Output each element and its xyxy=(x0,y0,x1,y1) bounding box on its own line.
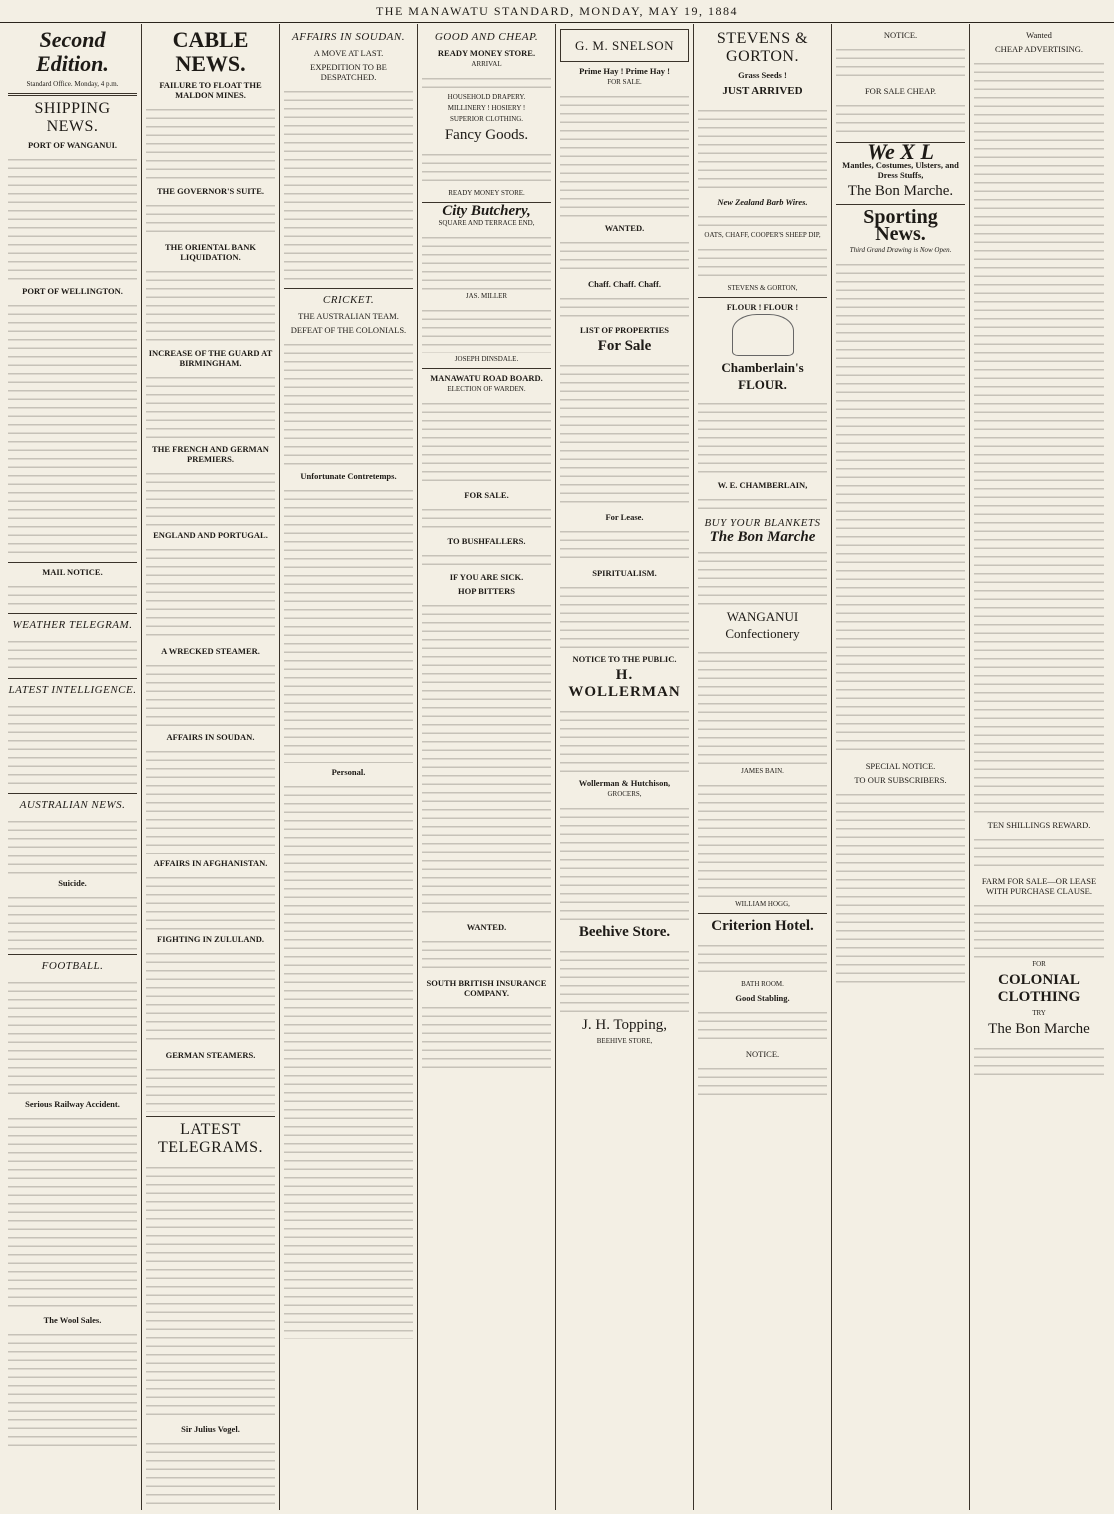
section-heading: A MOVE AT LAST. xyxy=(313,48,384,58)
column-8: Wanted CHEAP ADVERTISING. TEN SHILLINGS REWARD. FARM FOR SALE—OR LEASE WITH PURCHASE CLAUSE. FOR COLONIAL CLOTHING TRY The Bon Marche xyxy=(970,24,1108,1510)
column-title: NOTICE. xyxy=(883,30,918,40)
section-heading: Serious Railway Accident. xyxy=(25,1099,120,1109)
section-heading: FAILURE TO FLOAT THE MALDON MINES. xyxy=(159,80,262,100)
section-heading: GERMAN STEAMERS. xyxy=(165,1050,256,1060)
section-heading: Personal. xyxy=(331,767,366,777)
section-heading: Suicide. xyxy=(58,878,87,888)
section-heading: PORT OF WANGANUI. xyxy=(27,140,118,150)
section-heading: SHIPPING NEWS. xyxy=(34,100,111,135)
column-5: G. M. SNELSON Prime Hay ! Prime Hay ! FOR SALE. WANTED. Chaff. Chaff. Chaff. LIST OF PROPERTIES For Sale For Lease. SPIRITUALISM. NOTICE TO THE PUBLIC. H. WOLLERMAN Wollerman & Hutchison, GROCERS, Beehive Store. J. H. Topping, BEEHIVE STORE, xyxy=(556,24,694,1510)
column-7: NOTICE. FOR SALE CHEAP. We X L Mantles, Costumes, Ulsters, and Dress Stuffs, The Bon Marche. Sporting News. Third Grand Drawing is Now Open. SPECIAL NOTICE. TO OUR SUBSCRIBERS. xyxy=(832,24,970,1510)
column-4: GOOD AND CHEAP. READY MONEY STORE. ARRIVAL HOUSEHOLD DRAPERY. MILLINERY ! HOSIERY ! SUPERIOR CLOTHING. Fancy Goods. READY MONEY STORE. City Butchery, SQUARE AND TERRACE END, JAS. MILLER JOSEPH DINSDALE. MANAWATU ROAD BOARD. ELECTION OF WARDEN. FOR SALE. TO BUSHFALLERS. IF YOU ARE SICK. HOP BITTERS WANTED. SOUTH BRITISH INSURANCE COMPANY. xyxy=(418,24,556,1510)
section-heading: PORT OF WELLINGTON. xyxy=(22,286,123,296)
section-heading: INCREASE OF THE GUARD AT BIRMINGHAM. xyxy=(148,348,273,368)
column-title: CABLE NEWS. xyxy=(172,27,249,76)
section-heading: CRICKET. xyxy=(322,294,375,306)
section-heading: WEATHER TELEGRAM. xyxy=(12,619,133,631)
section-heading: FOOTBALL. xyxy=(41,960,104,972)
section-heading: LATEST INTELLIGENCE. xyxy=(8,684,137,696)
flour-sack-image xyxy=(732,314,794,356)
section-heading: Sir Julius Vogel. xyxy=(181,1424,240,1434)
section-heading: AFFAIRS IN SOUDAN. xyxy=(166,732,255,742)
newspaper-page xyxy=(4,24,1110,1510)
section-heading: ENGLAND AND PORTUGAL. xyxy=(153,530,268,540)
section-heading: AUSTRALIAN NEWS. xyxy=(19,799,126,811)
section-heading: THE GOVERNOR'S SUITE. xyxy=(157,186,264,196)
column-title: STEVENS & GORTON. xyxy=(716,30,809,65)
column-title: AFFAIRS IN SOUDAN. xyxy=(292,31,405,43)
section-heading: THE FRENCH AND GERMAN PREMIERS. xyxy=(152,444,269,464)
column-title: GOOD AND CHEAP. xyxy=(434,31,539,43)
section-heading: FIGHTING IN ZULULAND. xyxy=(157,934,264,944)
column-title: Second Edition. xyxy=(36,27,109,76)
column-title: Wanted xyxy=(1026,30,1052,40)
column-3 xyxy=(280,24,418,1510)
column-title: G. M. SNELSON xyxy=(575,38,674,53)
section-heading: Unfortunate Contretemps. xyxy=(300,471,397,481)
column-2 xyxy=(142,24,280,1510)
section-heading: THE AUSTRALIAN TEAM. xyxy=(298,311,399,321)
section-heading: DEFEAT OF THE COLONIALS. xyxy=(290,325,407,335)
column-subtitle: Standard Office. Monday, 4 p.m. xyxy=(26,80,119,88)
section-heading: AFFAIRS IN AFGHANISTAN. xyxy=(153,858,268,868)
section-heading: The Wool Sales. xyxy=(43,1315,102,1325)
masthead: THE MANAWATU STANDARD, MONDAY, MAY 19, 1884 xyxy=(0,0,1114,23)
section-heading: READY MONEY STORE. xyxy=(437,48,536,58)
section-heading: MAIL NOTICE. xyxy=(42,567,103,577)
column-1 xyxy=(4,24,142,1510)
section-heading: A WRECKED STEAMER. xyxy=(161,646,260,656)
column-6: STEVENS & GORTON. Grass Seeds ! JUST ARRIVED New Zealand Barb Wires. OATS, CHAFF, COOPER'S SHEEP DIP, STEVENS & GORTON, FLOUR ! FLOUR ! Chamberlain's FLOUR. W. E. CHAMBERLAIN, BUY YOUR BLANKETS The Bon Marche WANGANUI Confectionery JAMES BAIN. WILLIAM HOGG, Criterion Hotel. BATH ROOM. Good Stabling. NOTICE. xyxy=(694,24,832,1510)
ad-heading: City Butchery, xyxy=(442,203,531,219)
section-heading: LATEST TELEGRAMS. xyxy=(158,1121,263,1156)
section-heading: EXPEDITION TO BE DESPATCHED. xyxy=(310,62,387,82)
section-heading: THE ORIENTAL BANK LIQUIDATION. xyxy=(164,242,256,262)
